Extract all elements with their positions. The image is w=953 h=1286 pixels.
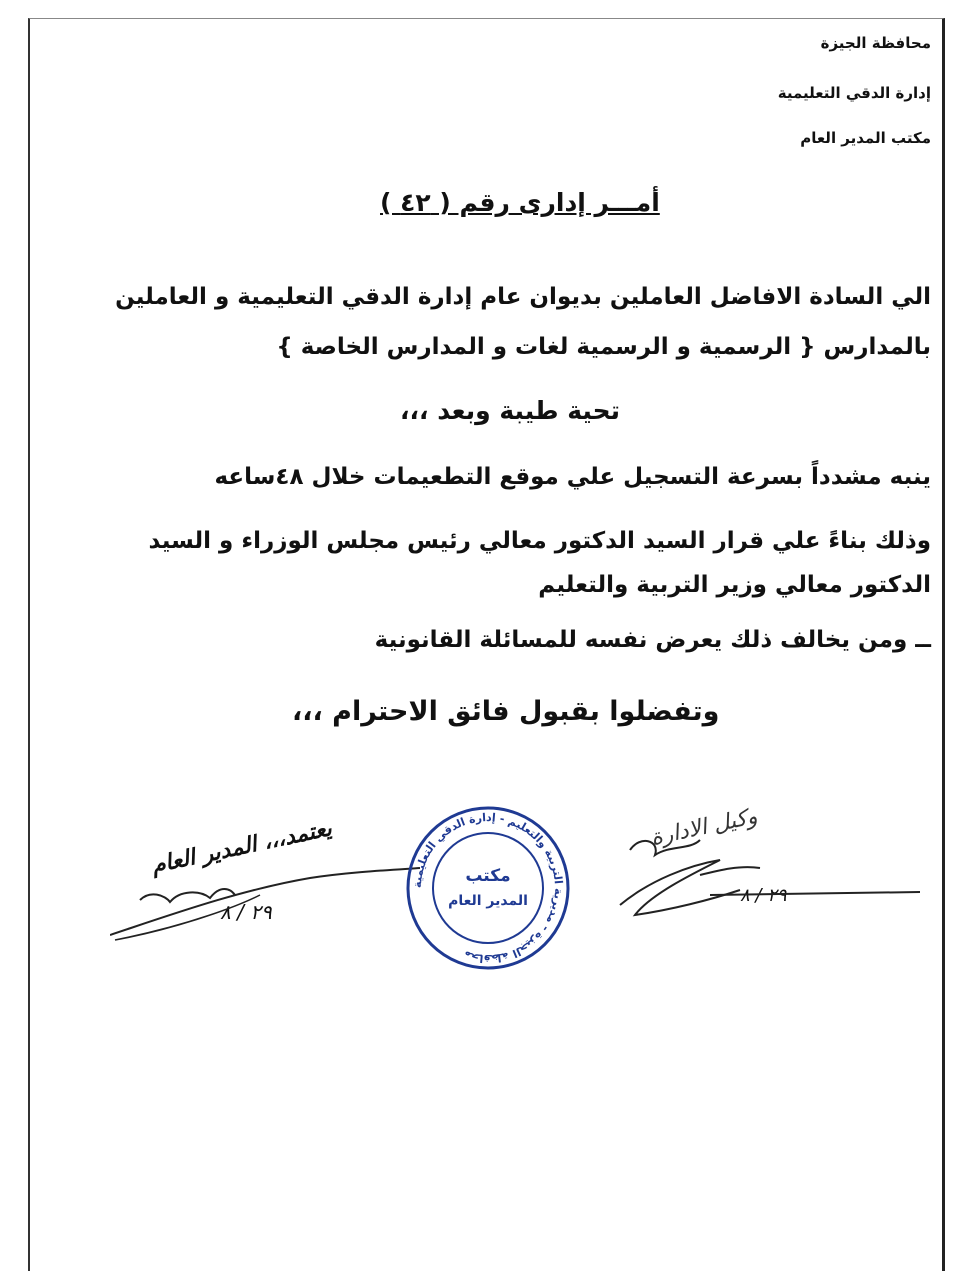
stamp-ring-text: محافظة الجيزة - مديرية التربية والتعليم - إدارة الدقي التعليمية <box>410 810 566 966</box>
addressee-line-1: الي السادة الافاضل العاملين بديوان عام إدارة الدقي التعليمية و العاملين <box>115 284 931 310</box>
paragraph-2-line-2: الدكتور معالي وزير التربية والتعليم <box>538 572 931 598</box>
header-administration: إدارة الدقي التعليمية <box>777 84 931 102</box>
stamp-center-line-2: المدير العام <box>448 893 528 909</box>
paragraph-3: ــ ومن يخالف ذلك يعرض نفسه للمسائلة القانونية <box>374 627 931 653</box>
official-stamp <box>403 803 573 973</box>
signature-right-scribble <box>610 820 930 930</box>
signature-right-date: ٢٩ / ٨ <box>740 885 787 906</box>
signature-left-date: ٢٩ / ٨ <box>220 900 272 924</box>
paragraph-2-line-1: وذلك بناءً علي قرار السيد الدكتور معالي رئيس مجلس الوزراء و السيد <box>148 528 931 554</box>
stamp-center-line-1: مكتب <box>465 866 511 886</box>
addressee-line-2: بالمدارس { الرسمية و الرسمية لغات و المدارس الخاصة } <box>276 334 931 360</box>
signature-left-label: يعتمد،،، المدير العام <box>149 816 334 879</box>
document-title: أمـــر إدارى رقم ( ٤٢ ) <box>380 188 660 217</box>
greeting: تحية طيبة وبعد ،،، <box>400 396 620 425</box>
closing: وتفضلوا بقبول فائق الاحترام ،،، <box>292 696 720 727</box>
signature-right-label: وكيل الادارة <box>648 804 760 851</box>
paragraph-1: ينبه مشدداً بسرعة التسجيل علي موقع التطعيمات خلال ٤٨ساعه <box>214 464 931 490</box>
header-office: مكتب المدير العام <box>800 129 931 147</box>
signature-left-scribble <box>110 860 430 950</box>
header-governorate: محافظة الجيزة <box>820 34 931 52</box>
